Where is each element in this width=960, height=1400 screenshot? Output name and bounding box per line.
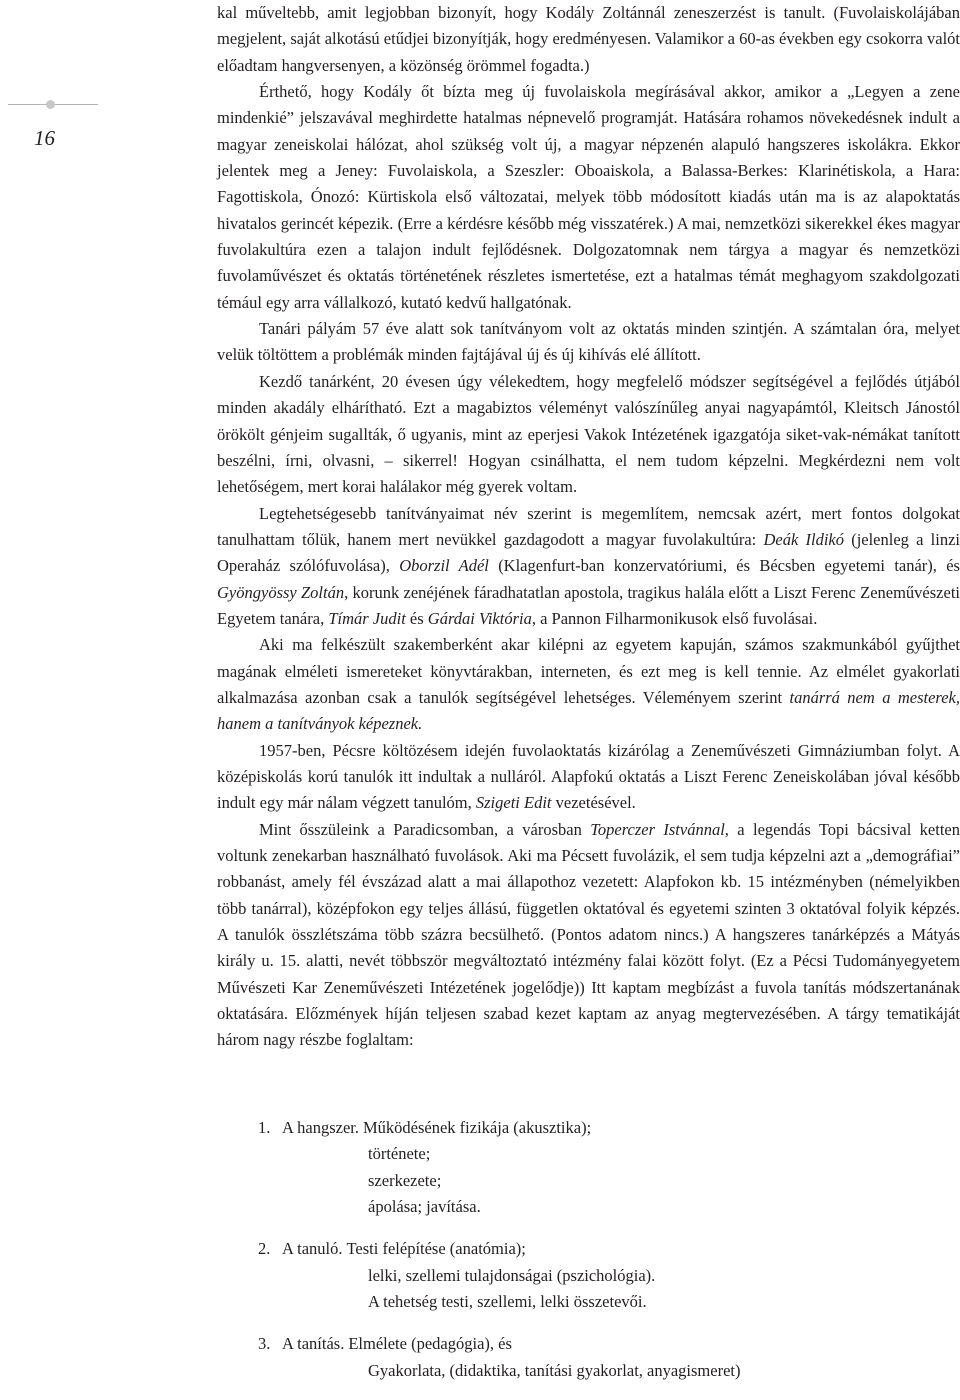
p5-text-e: és — [405, 608, 428, 628]
list-number: 2. — [258, 1239, 271, 1259]
p5-text-c: (Klagenfurt-ban konzervatóriumi, és Bécsben egyetemi tanár), és — [488, 556, 960, 576]
paragraph-3: Tanári pályám 57 éve alatt sok tanítványom volt az oktatás minden szintjén. A számtalan óra, melyet velük töltöttem a problémák minden fajtájával új és új kihívás elé állított. — [217, 319, 960, 365]
p5-text-d: , korunk zenéjének fáradhatatlan apostola, tragikus halála előtt a Liszt Ferenc Zeneművészeti Egyetem tanára, — [217, 582, 960, 628]
p8-text-a: Mint ősszüleink a Paradicsomban, a városban — [259, 819, 591, 839]
list-item — [258, 1115, 958, 1220]
name-toperczer-istvan: Toperczer Istvánnal — [590, 819, 725, 839]
paragraph-2: Érthető, hogy Kodály őt bízta meg új fuvolaiskola megírásával akkor, amikor a „Legyen a zene mindenkié” jelszavával meghirdette hatalmas népnevelő programját. Hatására rohamos növekedésnek indult a magyar zeneiskolai hálózat, ahol szükség volt új, a magyar népzenén alapuló hangszeres iskolákra. Ekkor jelentek meg a Jeney: Fuvolaiskola, a Szeszler: Oboaiskola, a Balassa-Berkes: Klarinétiskola, a Hara: Fagottiskola, Ónozó: Kürtiskola első változatai, melyek több módosított kiadás után ma is az alapoktatás hivatalos gerincét képezik. (Erre a kérdésre később még visszatérek.) A mai, nemzetközi sikerekkel ékes magyar fuvolakultúra ezen a talajon indult fejlődésnek. Dolgozatomnak nem tárgya a magyar és nemzetközi fuvolaművészet és oktatás történetének részletes ismertetése, ezt a hatalmas témát meghagyom szakdolgozati témául egy arra vállalkozó, kutató kedvű hallgatónak. — [217, 82, 960, 312]
list-number: 3. — [258, 1334, 271, 1354]
paragraph-1: kal műveltebb, amit legjobban bizonyít, hogy Kodály Zoltánnál zeneszerzést is tanult. (Fuvolaiskolájában megjelent, saját alkotású etűdjei bizonyítják, hogy eredményesen. Valamikor a 60-as években egy csokorra valót előadtam hangversenyen, a közönség örömmel fogadta.) — [217, 3, 960, 75]
list-item — [258, 1236, 958, 1315]
p6-text-a: Aki ma felkészült szakemberként akar kilépni az egyetem kapuján, számos szakmunkából gyűjthet magának elméleti ismereteket könyvtárakban, interneten, és ezt meg is kell tennie. Az elmélet gyakorlati alkalmazása azonban csak a tanulók segítségével lehetséges. Véleményem szerint — [217, 635, 960, 707]
p5-text-a: Legtehetségesebb tanítványaimat név szerint is megemlítem, nemcsak azért, mert fontos dolgokat tanulhattam tőlük, hanem mert nevükkel gazdagodott a magyar fuvolakultúra: — [217, 503, 960, 549]
italic-quote: tanárrá nem a mesterek, hanem a tanítványok képeznek. — [217, 687, 960, 734]
body-text — [217, 0, 960, 1054]
name-gyongyossy-zoltan: Gyöngyössy Zoltán — [217, 582, 345, 602]
topic-list — [258, 1115, 958, 1400]
list-first-line: Elmélete (pedagógia), és — [348, 1334, 512, 1354]
ornament-dot — [46, 100, 55, 109]
list-first-line: Működésének fizikája (akusztika); — [362, 1118, 592, 1137]
list-number: 1. — [258, 1118, 271, 1137]
list-heading: A tanítás. — [282, 1334, 345, 1354]
page-number-marker — [0, 80, 110, 160]
list-heading: A hangszer. — [282, 1118, 359, 1137]
list-subitem: Gyakorlata, (didaktika, tanítási gyakorlat, anyagismeret) — [368, 1360, 741, 1380]
name-deak-ildiko: Deák Ildikó — [763, 529, 844, 549]
p5-text-f: , a Pannon Filharmonikusok első fuvolásai. — [531, 608, 818, 628]
paragraph-7 — [217, 738, 960, 817]
list-subitem: ápolása; javítása. — [368, 1197, 481, 1217]
paragraph-5 — [217, 501, 960, 633]
p7-text-b: vezetésével. — [551, 793, 636, 813]
list-subitem: A tehetség testi, szellemi, lelki összetevői. — [368, 1292, 647, 1312]
name-gardai-viktoria: Gárdai Viktória — [427, 608, 532, 628]
paragraph-6 — [217, 632, 960, 737]
name-szigeti-edit: Szigeti Edit — [475, 793, 552, 813]
p8-text-b: , a legendás Topi bácsival ketten voltunk zenekarban használható fuvolások. Aki ma Pécsett fuvolázik, el sem tudja képzelni azt a „demográfiai” robbanást, amely fél évszázad alatt a mai állapothoz vezetett: Alapfokon kb. 15 intézményben (némelyikben több tanárral), középfokon egy teljes állású, független oktatóval és egyetemi szinten 3 oktatóval folyik képzés. A tanulók összlétszáma több százra becsülhető. (Pontos adatom nincs.) A hangszeres tanárképzés a Mátyás király u. 15. alatti, nevét többször megváltoztató intézmény falai között folyt. (Ez a Pécsi Tudományegyetem Művészeti Kar Zeneművészeti Intézetének jogelődje)) Itt kaptam megbízást a fuvola tanítás módszertanának oktatására. Előzmények híján teljesen szabad kezet kaptam az anyag megtervezésében. A tárgy tematikáját három nagy részbe foglaltam: — [217, 819, 960, 1050]
paragraph-4: Kezdő tanárként, 20 évesen úgy vélekedtem, hogy megfelelő módszer segítségével a fejlődés útjából minden akadály elhárítható. Ezt a magabiztos véleményt valószínűleg anyai nagyapámtól, Kleitsch Jánostól örökölt génjeim sugallták, ő ugyanis, mint az eperjesi Vakok Intézetének igazgatója siket-vak-némákat tanított beszélni, írni, olvasni, – sikerrel! Hogyan csinálhatta, el nem tudom képzelni. Megkérdezni nem volt lehetőségem, mert korai halálakor még gyerek voltam. — [217, 371, 960, 497]
paragraph-8 — [217, 817, 960, 1054]
name-timar-judit: Tímár Judit — [328, 608, 406, 628]
list-subitem: története; — [368, 1144, 431, 1164]
list-first-line: Testi felépítése (anatómia); — [346, 1239, 526, 1259]
page-number: 16 — [34, 126, 55, 150]
list-item — [258, 1331, 958, 1384]
p7-text-a: 1957-ben, Pécsre költözésem idején fuvolaoktatás kizárólag a Zeneművészeti Gimnáziumban folyt. A középiskolás korú tanulók itt indultak a nulláról. Alapfokú oktatás a Liszt Ferenc Zeneiskolában jóval később indult egy már nálam végzett tanulóm, — [217, 740, 960, 813]
p5-text-b: (jelenleg a linzi Operaház szólófuvolása), — [217, 529, 960, 576]
list-heading: A tanuló. — [282, 1239, 343, 1259]
name-oborzil-adel: Oborzil Adél — [399, 556, 489, 576]
list-subitem: lelki, szellemi tulajdonságai (pszichológia). — [368, 1265, 656, 1285]
list-subitem: szerkezete; — [368, 1170, 442, 1190]
